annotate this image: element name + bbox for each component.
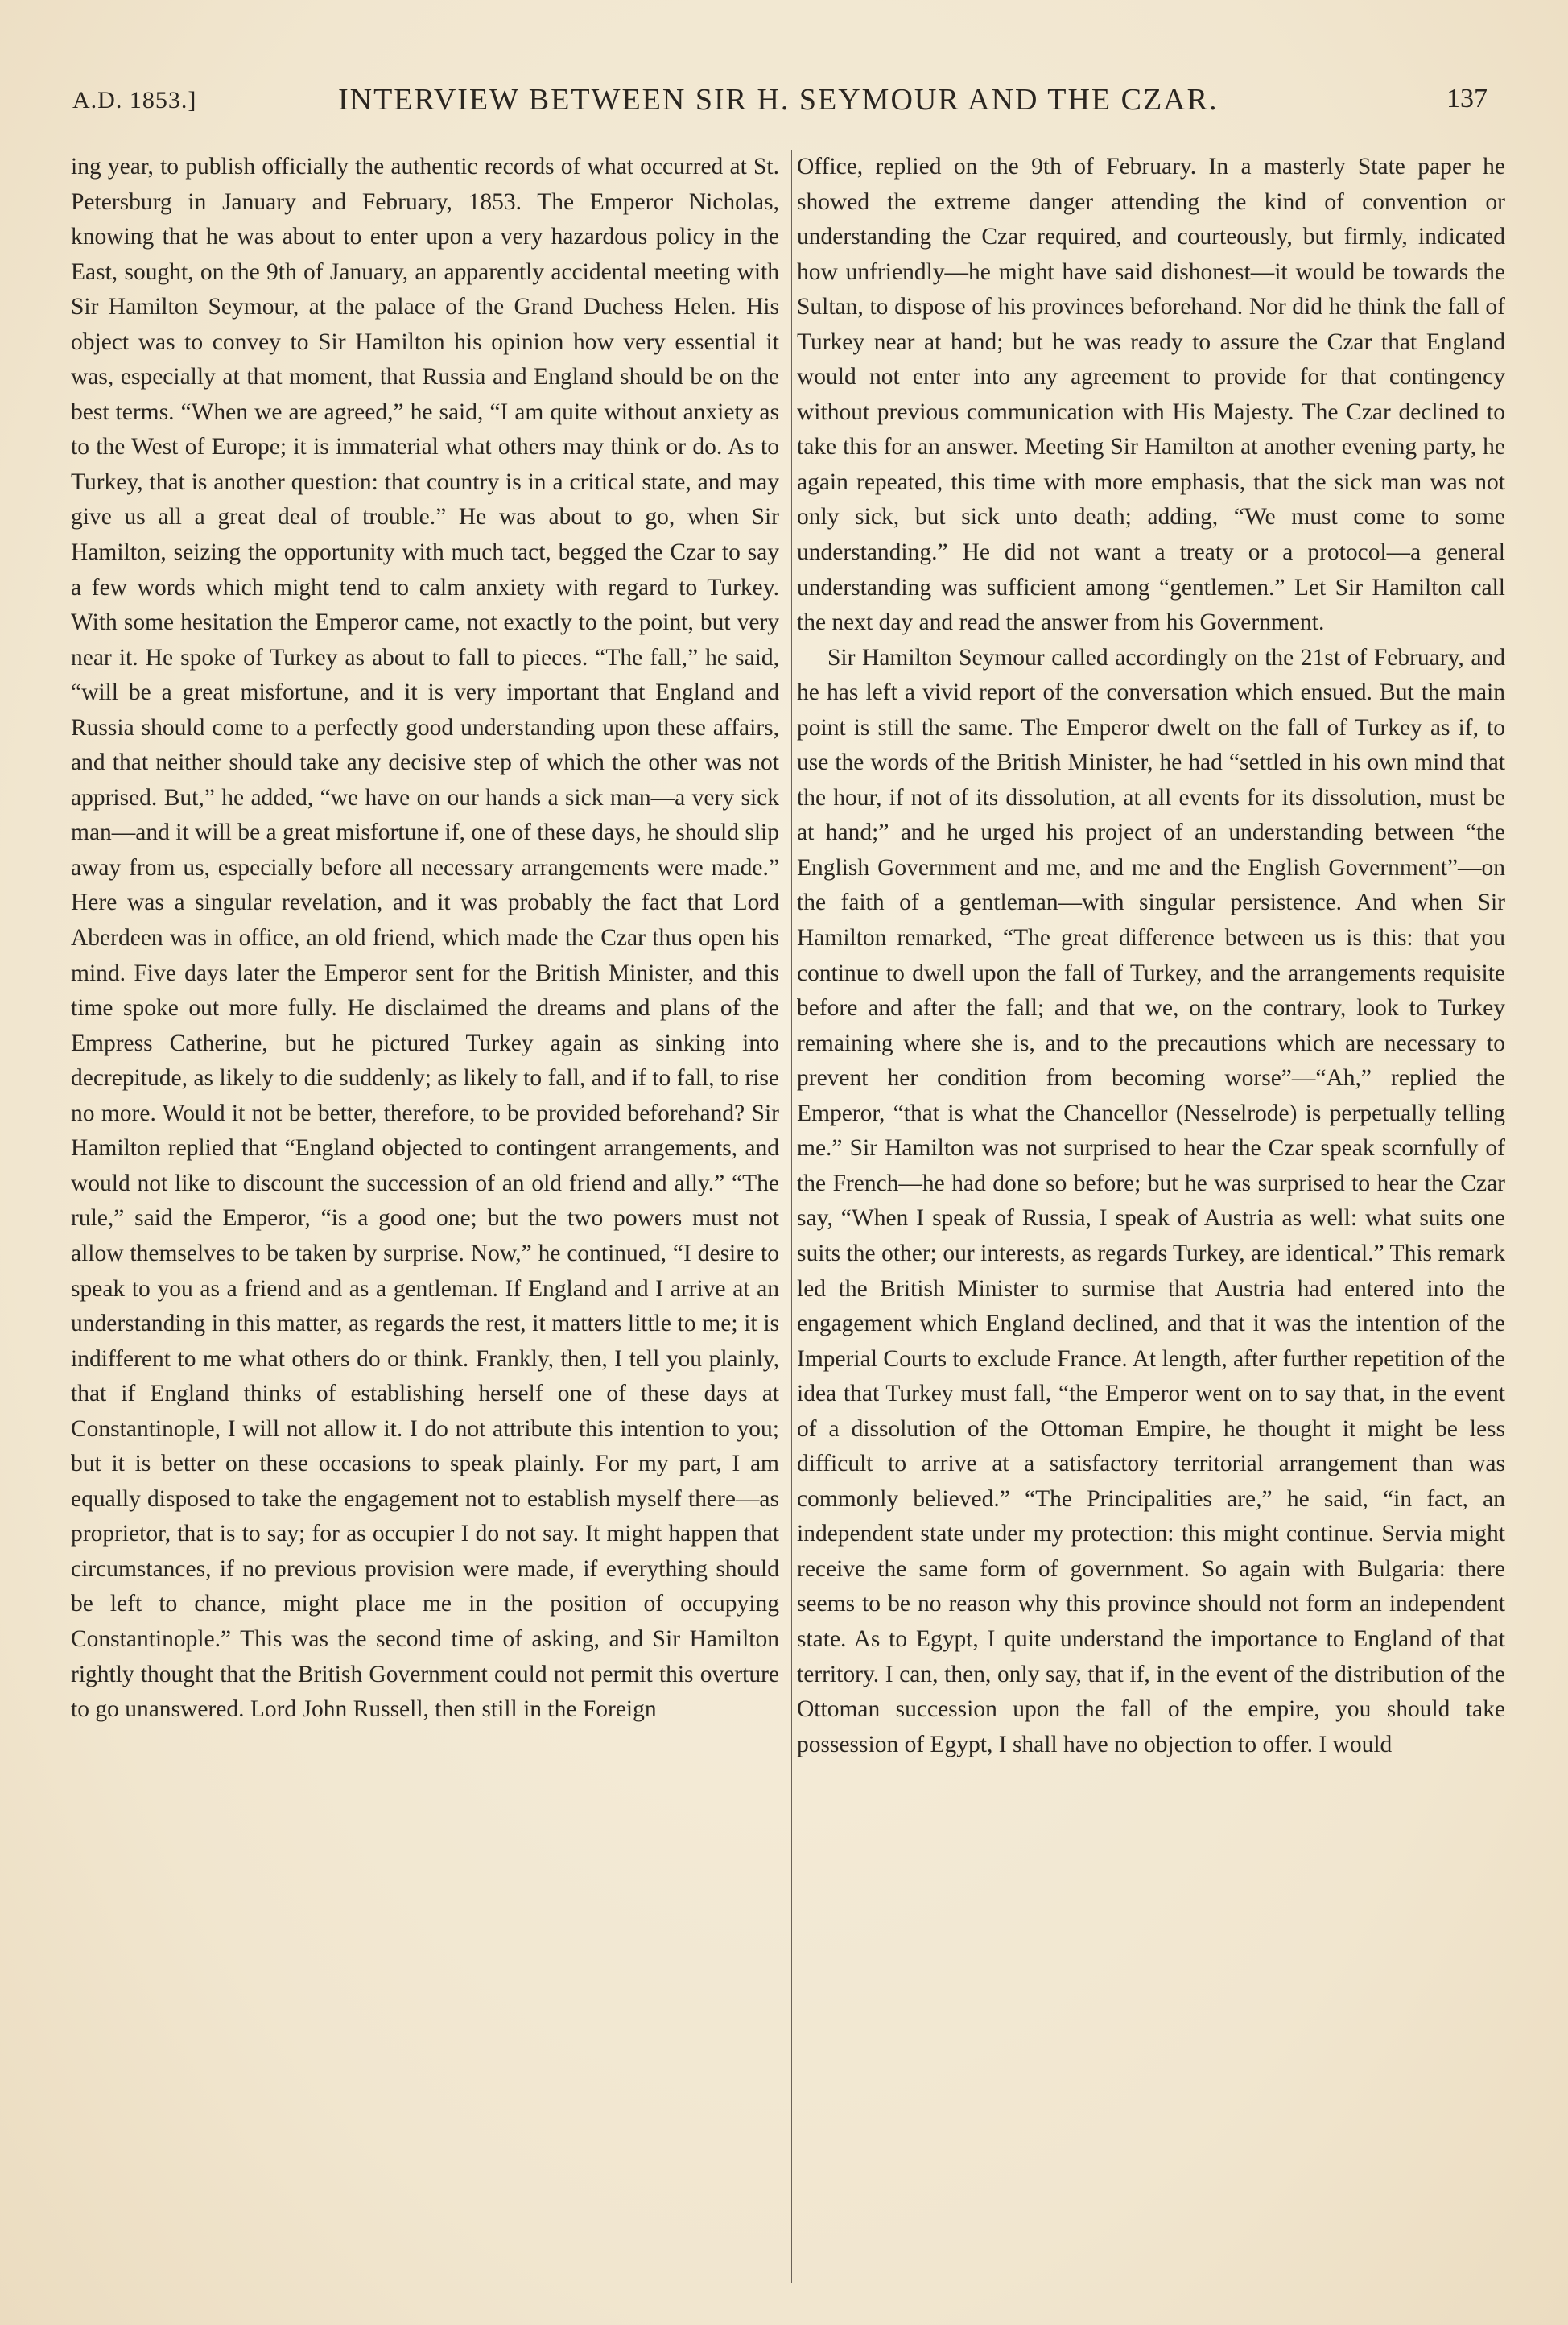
header-title: INTERVIEW BETWEEN SIR H. SEYMOUR AND THE CZAR.	[338, 83, 1219, 117]
column-divider	[791, 150, 792, 2283]
left-column	[71, 150, 779, 2283]
right-column-paragraph-1: Office, replied on the 9th of February. In a masterly State paper he showed the extreme danger attending the kind of convention or understanding the Czar required, and courteously, but firmly, indicated how unfriendly—he might have said dishonest—it would be towards the Sultan, to dispose of his provinces beforehand. Nor did he think the fall of Turkey near at hand; but he was ready to assure the Czar that England would not enter into any agreement to provide for that contingency without previous communication with His Majesty. The Czar declined to take this for an answer. Meeting Sir Hamilton at another evening party, he again repeated, this time with more emphasis, that the sick man was not only sick, but sick unto death; adding, “We must come to some understanding.” He did not want a treaty or a protocol—a general understanding was sufficient among “gentlemen.” Let Sir Hamilton call the next day and read the answer from his Government.	[797, 154, 1505, 636]
right-column	[797, 150, 1505, 2283]
header-date: A.D. 1853.]	[72, 87, 197, 114]
running-header	[72, 81, 1504, 129]
right-column-paragraph-2: Sir Hamilton Seymour called accordingly on the 21st of February, and he has left a vivid report of the conversation which ensued. But the main point is still the same. The Emperor dwelt on the fall of Turkey as if, to use the words of the British Minister, he had “settled in his own mind that the hour, if not of its dissolution, at all events for its dissolution, must be at hand;” and he urged his project of an understanding between “the English Government and me, and me and the English Government”—on the faith of a gentleman—with singular persistence. And when Sir Hamilton remarked, “The great difference between us is this: that you continue to dwell upon the fall of Turkey, and the arrangements requisite before and after the fall; and that we, on the contrary, look to Turkey remaining where she is, and to the precautions which are necessary to prevent her condition from becoming worse”—“Ah,” replied the Emperor, “that is what the Chancellor (Nesselrode) is perpetually telling me.” Sir Hamilton was not surprised to hear the Czar speak scornfully of the French—he had done so before; but he was surprised to hear the Czar say, “When I speak of Russia, I speak of Austria as well: what suits one suits the other; our interests, as regards Turkey, are identical.” This remark led the British Minister to surmise that Austria had entered into the engagement which England declined, and that it was the intention of the Imperial Courts to exclude France. At length, after further repetition of the idea that Turkey must fall, “the Emperor went on to say that, in the event of a dissolution of the Ottoman Empire, he thought it might be less difficult to arrive at a satisfactory territorial arrangement than was commonly believed.” “The Principalities are,” he said, “in fact, an independent state under my protection: this might continue. Servia might receive the same form of government. So again with Bulgaria: there seems to be no reason why this province should not form an independent state. As to Egypt, I quite understand the importance to England of that territory. I can, then, only say, that if, in the event of the distribution of the Ottoman succession upon the fall of the empire, you should take possession of Egypt, I shall have no objection to offer. I would	[797, 644, 1505, 1757]
page-number: 137	[1446, 84, 1488, 114]
left-column-text: ing year, to publish officially the authentic records of what occurred at St. Petersburg in January and February, 1853. The Emperor Nicholas, knowing that he was about to enter upon a very hazardous policy in the East, sought, on the 9th of January, an apparently accidental meeting with Sir Hamilton Seymour, at the palace of the Grand Duchess Helen. His object was to convey to Sir Hamilton his opinion how very essential it was, especially at that moment, that Russia and England should be on the best terms. “When we are agreed,” he said, “I am quite without anxiety as to the West of Europe; it is immaterial what others may think or do. As to Turkey, that is another question: that country is in a critical state, and may give us all a great deal of trouble.” He was about to go, when Sir Hamilton, seizing the opportunity with much tact, begged the Czar to say a few words which might tend to calm anxiety with regard to Turkey. With some hesitation the Emperor came, not exactly to the point, but very near it. He spoke of Turkey as about to fall to pieces. “The fall,” he said, “will be a great misfortune, and it is very important that England and Russia should come to a perfectly good understanding upon these affairs, and that neither should take any decisive step of which the other was not apprised. But,” he added, “we have on our hands a sick man—a very sick man—and it will be a great misfortune if, one of these days, he should slip away from us, especially before all necessary arrangements were made.” Here was a singular revelation, and it was probably the fact that Lord Aberdeen was in office, an old friend, which made the Czar thus open his mind. Five days later the Emperor sent for the British Minister, and this time spoke out more fully. He disclaimed the dreams and plans of the Empress Catherine, but he pictured Turkey again as sinking into decrepitude, as likely to die suddenly; as likely to fall, and if to fall, to rise no more. Would it not be better, therefore, to be provided beforehand? Sir Hamilton replied that “England objected to contingent arrangements, and would not like to discount the succession of an old friend and ally.” “The rule,” said the Emperor, “is a good one; but the two powers must not allow themselves to be taken by surprise. Now,” he continued, “I desire to speak to you as a friend and as a gentleman. If England and I arrive at an understanding in this matter, as regards the rest, it matters little to me; it is indifferent to me what others do or think. Frankly, then, I tell you plainly, that if England thinks of establishing herself one of these days at Constantinople, I will not allow it. I do not attribute this intention to you; but it is better on these occasions to speak plainly. For my part, I am equally disposed to take the engagement not to establish myself there—as proprietor, that is to say; for as occupier I do not say. It might happen that circumstances, if no previous provision were made, if everything should be left to chance, might place me in the position of occupying Constantinople.” This was the second time of asking, and Sir Hamilton rightly thought that the British Government could not permit this overture to go unanswered. Lord John Russell, then still in the Foreign	[71, 154, 779, 1723]
